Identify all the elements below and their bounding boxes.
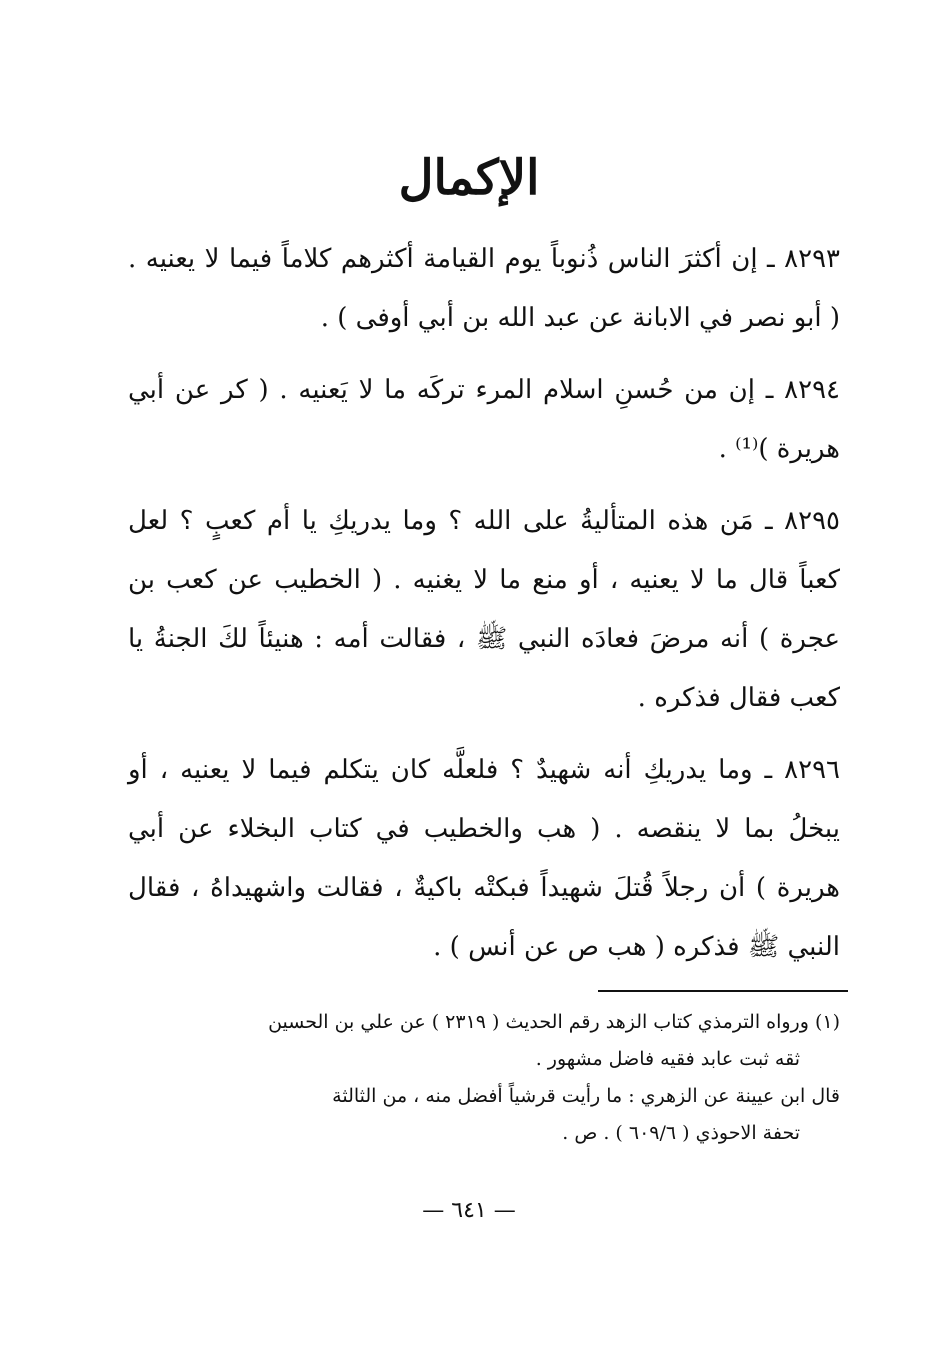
page-title: الإكمال <box>398 150 540 206</box>
hadith-8295: ٨٢٩٥ ـ مَن هذه المتأليةُ على الله ؟ وما يدريكِ يا أم كعبٍ ؟ لعل كعباً قال ما لا يعنيه ، أو منع ما لا يغنيه . ( الخطيب عن كعب بن عجرة ) أنه مرضَ فعادَه النبي ﷺ ، فقالت أمه : هنيئاً لكَ الجنةُ يا كعب فقال فذكره . <box>128 506 840 713</box>
footnotes <box>128 1004 840 1152</box>
hadith-8296: ٨٢٩٦ ـ وما يدريكِ أنه شهيدٌ ؟ فلعلَّه كان يتكلم فيما لا يعنيه ، أو يبخلُ بما لا ينقصه . ( هب والخطيب في كتاب البخلاء عن أبي هريرة ) أن رجلاً قُتلَ شهيداً فبكتْه باكيةٌ ، فقالت واشهيداهُ ، فقال النبي ﷺ فذكره ( هب ص عن أنس ) . <box>128 755 840 962</box>
footnote-line-3: قال ابن عيينة عن الزهري : ما رأيت قرشياً أفضل منه ، من الثالثة <box>332 1085 840 1107</box>
hadith-8293: ٨٢٩٣ ـ إن أكثرَ الناس ذُنوباً يوم القيامة أكثرهم كلاماً فيما لا يعنيه . ( أبو نصر في الابانة عن عبد الله بن أبي أوفى ) . <box>128 244 840 333</box>
footnote-divider <box>598 990 848 992</box>
page-number: — ٦٤١ — <box>422 1198 516 1223</box>
footnote-line-1: (١) ورواه الترمذي كتاب الزهد رقم الحديث ( ٢٣١٩ ) عن علي بن الحسين <box>268 1011 840 1033</box>
hadith-list <box>128 230 840 990</box>
hadith-8294: ٨٢٩٤ ـ إن من حُسنِ اسلام المرء تركَه ما لا يَعنيه . ( كر عن أبي هريرة )⁽¹⁾ . <box>128 375 840 464</box>
footnote-line-2: ثقه ثبت عابد فقيه فاضل مشهور . <box>535 1048 800 1070</box>
footnote-line-4: تحفة الاحوذي ( ٦٠٩/٦ ) . ص . <box>562 1122 800 1144</box>
